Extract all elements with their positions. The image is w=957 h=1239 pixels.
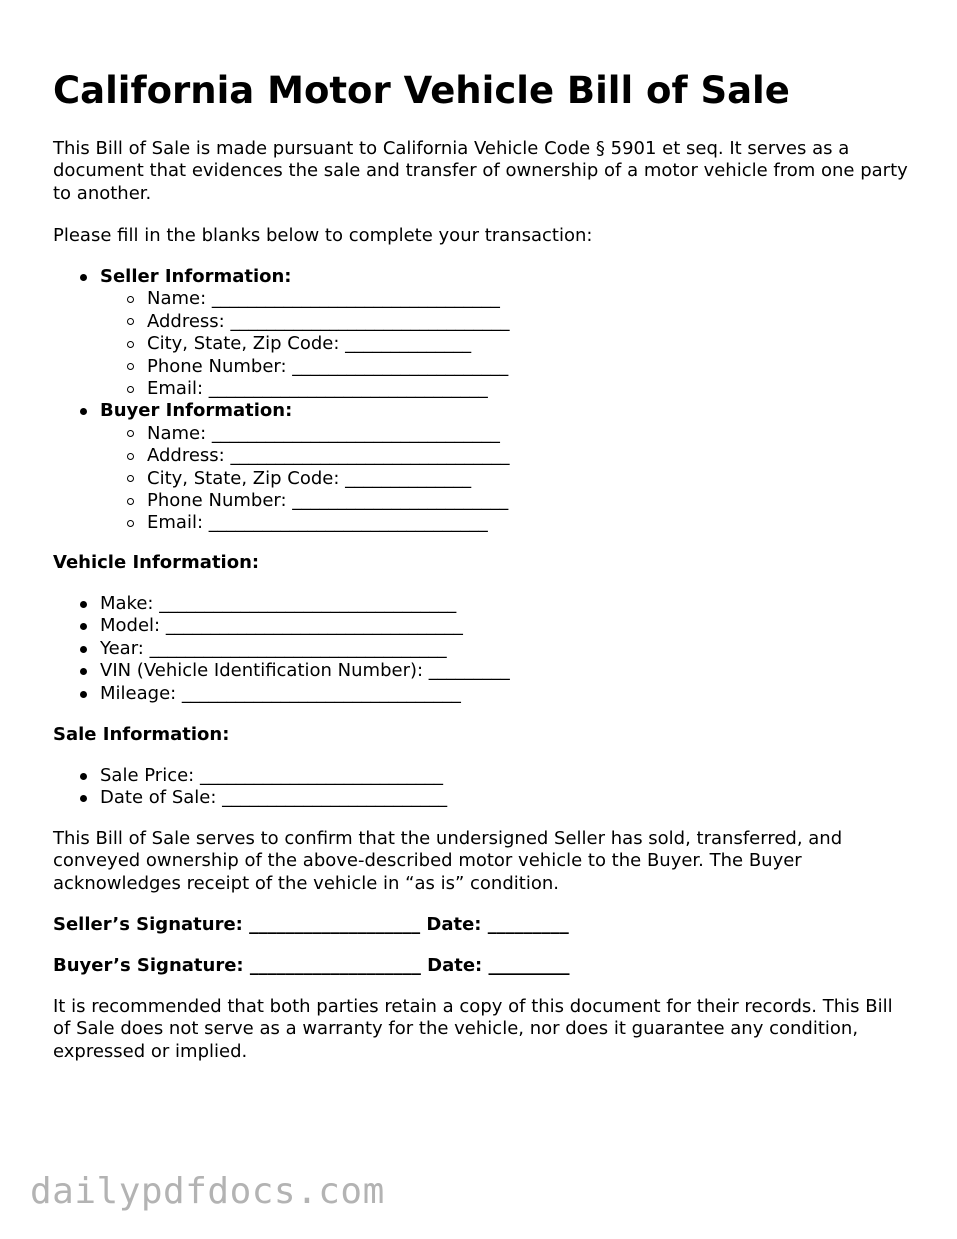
party-information-list	[53, 266, 913, 535]
sale-information-list	[53, 765, 913, 810]
vehicle-mileage-field: Mileage: _______________________________	[53, 683, 913, 705]
vehicle-make-field: Make: _________________________________	[53, 593, 913, 615]
sale-price-field: Sale Price: ___________________________	[53, 765, 913, 787]
sale-date-field: Date of Sale: _________________________	[53, 787, 913, 809]
buyer-phone-field: Phone Number: ________________________	[53, 490, 913, 512]
seller-phone-field: Phone Number: ________________________	[53, 356, 913, 378]
seller-name-field: Name: ________________________________	[53, 288, 913, 310]
buyer-signature-line: Buyer’s Signature: ___________________ Date: _________	[53, 955, 570, 976]
buyer-email-field: Email: _______________________________	[53, 512, 913, 534]
intro-paragraph: This Bill of Sale is made pursuant to California Vehicle Code § 5901 et seq. It serves as a document that evidences the sale and transfer of ownership of a motor vehicle from one party to another.	[53, 138, 908, 204]
vehicle-information-list	[53, 593, 913, 705]
vehicle-year-field: Year: _________________________________	[53, 638, 913, 660]
sale-information-heading: Sale Information:	[53, 724, 230, 745]
vehicle-model-field: Model: _________________________________	[53, 615, 913, 637]
vehicle-information-heading: Vehicle Information:	[53, 552, 260, 573]
document-title: California Motor Vehicle Bill of Sale	[53, 69, 790, 112]
seller-city-state-zip-field: City, State, Zip Code: ______________	[53, 333, 913, 355]
buyer-address-field: Address: _______________________________	[53, 445, 913, 467]
buyer-information-heading: Buyer Information:	[53, 400, 913, 422]
closing-paragraph: It is recommended that both parties retain a copy of this document for their records. This Bill of Sale does not serve as a warranty for the vehicle, nor does it guarantee any condition, expressed or implied.	[53, 996, 893, 1062]
seller-information-heading: Seller Information:	[53, 266, 913, 288]
confirmation-paragraph: This Bill of Sale serves to confirm that the undersigned Seller has sold, transferred, and conveyed ownership of the above-described motor vehicle to the Buyer. The Buyer acknowledges receipt of the vehicle in “as is” condition.	[53, 828, 843, 894]
vehicle-vin-field: VIN (Vehicle Identification Number): _________	[53, 660, 913, 682]
buyer-city-state-zip-field: City, State, Zip Code: ______________	[53, 468, 913, 490]
instruction-paragraph: Please fill in the blanks below to complete your transaction:	[53, 225, 593, 246]
seller-address-field: Address: _______________________________	[53, 311, 913, 333]
seller-email-field: Email: _______________________________	[53, 378, 913, 400]
buyer-name-field: Name: ________________________________	[53, 423, 913, 445]
seller-signature-line: Seller’s Signature: ___________________ Date: _________	[53, 914, 569, 935]
watermark-text: dailypdfdocs.com	[30, 1171, 385, 1212]
